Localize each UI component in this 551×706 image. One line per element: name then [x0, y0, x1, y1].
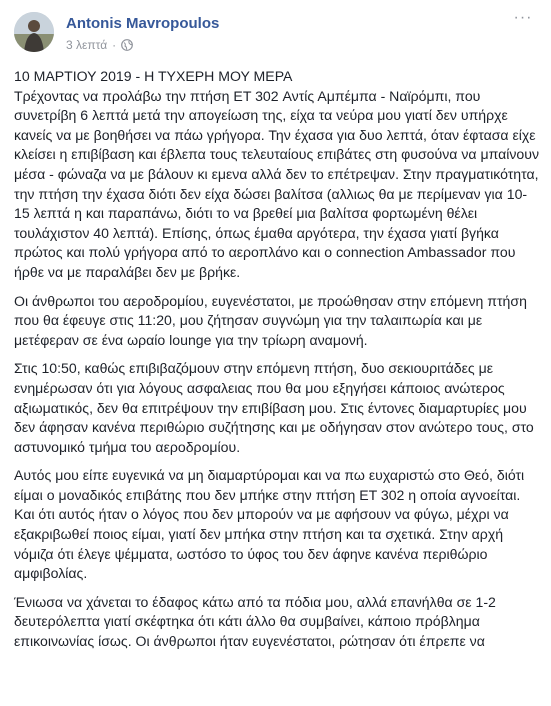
avatar-photo — [14, 12, 54, 52]
post-paragraph-2: Οι άνθρωποι του αεροδρομίου, ευγενέστατοι, με προώθησαν στην επόμενη πτήση που θα έφευγε στις 11:20, μου ζήτησαν συγνώμη για την ταλαιπωρία και με μετέφεραν σε ένα ωραίο lounge για την τρίωρη αναμονή. — [14, 292, 527, 348]
post-paragraph-4: Αυτός μου είπε ευγενικά να μη διαμαρτύρομαι και να πω ευχαριστώ στο Θεό, διότι είμαι ο μοναδικός επιβάτης που δεν μπήκε στην πτήση ET 302 η οποία αγνοείται. Και ότι αυτός ήταν ο λόγος που δεν μπορούν να με αφήσουν να φύγω, μέχρι να εξακριβωθεί ποιος είμαι, γιατί δεν μπήκα στην πτήση και τα σχετικά. Στην αρχή νόμιζα ότι έλεγε ψέμματα, ωστόσο το ύφος του δεν άφηνε κανένα περιθώριο αμφιβολίας. — [14, 467, 525, 582]
globe-icon[interactable] — [121, 39, 133, 51]
post-paragraph-1-text: Τρέχοντας να προλάβω την πτήση ET 302 Αντίς Αμπέμπα - Ναϊρόμπι, που συνετρίβη 6 λεπτά μετά την απογείωση της, είχα τα νεύρα μου γιατί δεν υπήρχε κανείς να με βοηθήσει να πάω γρήγορα. Την έχασα για δυο λεπτά, όταν έφτασα είχε κλείσει η επιβίβαση και έβλεπα τους τελευταίους επιβάτες στη φυσούνα να μπαίνουν μέσα - φώναζα να με βάλουν κι εμενα αλλά δεν το επέτρεψαν. Στην πραγματικότητα, την πτήση την έχασα διότι δεν είχα δώσει βαλίτσα (αλλιως θα με περίμεναν για 10-15 λεπτά η και παραπάνω, διότι το να βρεθεί μια βαλίτσα φορτωμένη θέλει τουλάχιστον 40 λεπτά). Επίσης, όπως έμαθα αργότερα, την έχασα γιατί βγήκα πρώτος και πολύ γρήγορα από το αεροπλάνο και ο connection Ambassador που ήρθε να με παραλάβει δεν με βρήκε. — [14, 87, 540, 280]
post-body — [14, 67, 540, 661]
author-name[interactable]: Antonis Mavropoulos — [66, 15, 220, 32]
more-options-icon[interactable]: ··· — [513, 9, 533, 26]
post-paragraph-5: Ένιωσα να χάνεται το έδαφος κάτω από τα πόδια μου, αλλά επανήλθα σε 1-2 δευτερόλεπτα γιατί σκέφτηκα ότι κάτι άλλο θα συμβαίνει, κάποιο πρόβλημα επικοινωνίας ίσως. Οι άνθρωποι ήταν ευγενέστατοι, ρώτησαν ότι έπρεπε να — [14, 593, 496, 650]
post-header — [14, 9, 534, 56]
avatar[interactable] — [14, 12, 54, 52]
post-meta — [66, 38, 133, 52]
post-paragraph-3: Στις 10:50, καθώς επιβιβαζόμουν στην επόμενη πτήση, δυο σεκιουριτάδες με ενημέρωσαν ότι για λόγους ασφαλειας που θα μου εξηγήσει κάποιος ανώτερος αξιωματικός, δεν θα επιτρέψουν την επιβίβαση μου. Στις έντονες διαμαρτυρίες μου δεν άφησαν κανένα περιθώριο συζήτησης και με οδήγησαν στον ανώτερο τους, στο αστυνομικό τμήμα του αεροδρομίου. — [14, 360, 534, 455]
post-title-line: 10 ΜΑΡΤΙΟΥ 2019 - Η ΤΥΧΕΡΗ ΜΟΥ ΜΕΡΑ — [14, 68, 293, 84]
post-paragraph-1 — [14, 67, 540, 283]
post-timestamp[interactable]: 3 λεπτά — [66, 38, 108, 52]
meta-separator: · — [112, 38, 117, 52]
